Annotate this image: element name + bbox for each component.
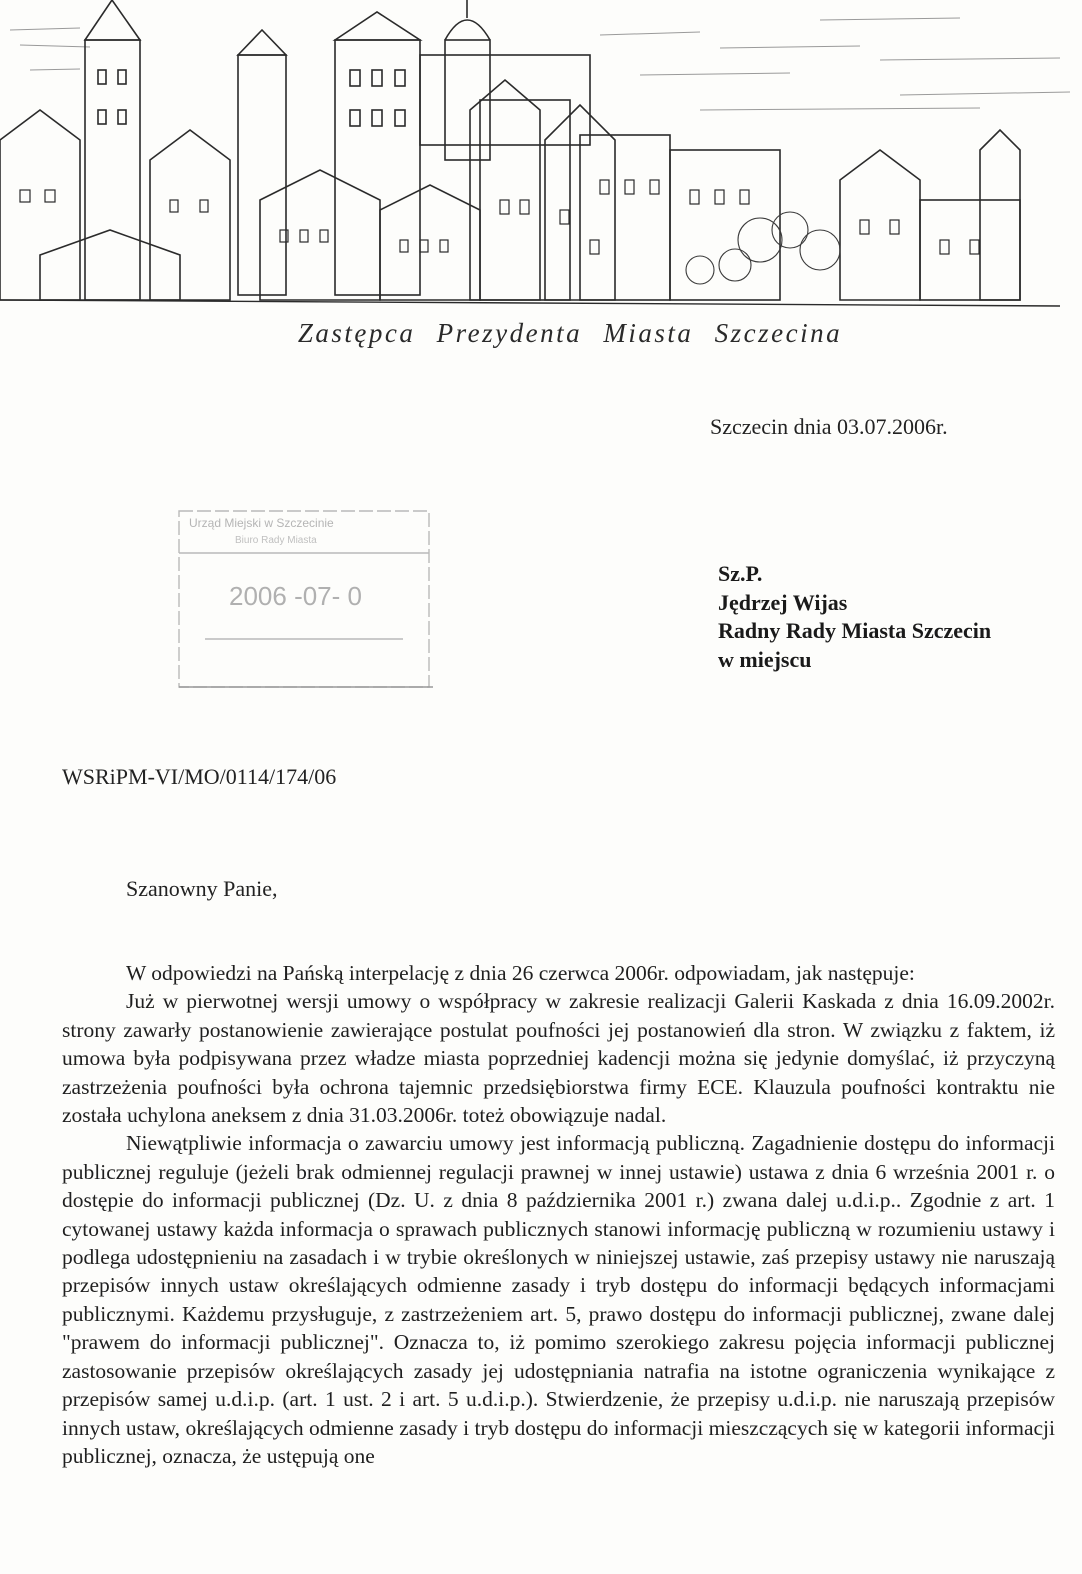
city-skyline-engraving-icon bbox=[0, 0, 1082, 318]
addressee-role: Radny Rady Miasta Szczecin bbox=[718, 618, 992, 643]
stamp-text-top: Urząd Miejski w Szczecinie bbox=[189, 516, 334, 530]
date-line: Szczecin dnia 03.07.2006r. bbox=[710, 414, 948, 439]
letter-body bbox=[62, 959, 1055, 1470]
office-title: Zastępca Prezydenta Miasta Szczecina bbox=[297, 318, 843, 348]
addressee-name: Jędrzej Wijas bbox=[718, 589, 848, 615]
addressee-salutation: Sz.P. bbox=[718, 561, 763, 586]
stamp-text-sub: Biuro Rady Miasta bbox=[235, 535, 317, 546]
addressee-location: w miejscu bbox=[718, 646, 812, 672]
paragraph-public-information: Niewątpliwie informacja o zawarciu umowy jest informacją publiczną. Zagadnienie dostępu do informacji publicznej reguluje (jeżeli brak odmiennej regulacji prawnej w innej ustawie) ustawa z dnia 6 września 2001 r. o dostępie do informacji publicznej (Dz. U. z dnia 8 października 2001 r.) zwana dalej u.d.i.p.. Zgodnie z art. 1 cytowanej ustawy każda informacja o sprawach publicznych stanowi informację publiczną w rozumieniu ustawy i podlega udostępnieniu na zasadach i w trybie określonych w niniejszej ustawie, zaś przepisy ustawy nie naruszają przepisów innych ustaw określających odmienne zasady i tryb dostępu do informacji będących informacjami publicznymi. Każdemu przysługuje, z zastrzeżeniem art. 5, prawo dostępu do informacji publicznej, zwane dalej "prawem do informacji publicznej". Oznacza to, iż pomimo szerokiego zakresu pojęcia informacji publicznej zastosowanie przepisów określających zasady jej udostępniania natrafia na istotne ograniczenia wynikające z przepisów samej u.d.i.p. (art. 1 ust. 2 i art. 5 u.d.i.p.). Stwierdzenie, że przepisy u.d.i.p. nie naruszają przepisów innych ustaw, określających odmienne zasady i tryb dostępu do informacji mieszczących się w kategorii informacji publicznej, oznacza, że ustępują one bbox=[62, 1131, 1055, 1468]
addressee-block bbox=[718, 560, 991, 674]
registry-stamp-icon bbox=[175, 505, 433, 691]
greeting: Szanowny Panie, bbox=[126, 876, 278, 901]
stamp-date: 2006 -07- 0 bbox=[229, 581, 362, 611]
paragraph-intro: W odpowiedzi na Pańską interpelację z dnia 26 czerwca 2006r. odpowiadam, jak następuje: bbox=[126, 961, 915, 985]
reference-number: WSRiPM-VI/MO/0114/174/06 bbox=[62, 764, 337, 789]
paragraph-contract: Już w pierwotnej wersji umowy o współpracy w zakresie realizacji Galerii Kaskada z dnia 16.09.2002r. strony zawarły postanowienie zawierające postulat poufności jej postanowień dla stron. W związku z faktem, iż umowa była podpisywana przez władze miasta poprzedniej kadencji można się jedynie domyślać, iż przyczyną zastrzeżenia poufności była ochrona tajemnic przedsiębiorstwa firmy ECE. Klauzula poufności kontraktu nie została uchylona aneksem z dnia 31.03.2006r. toteż obowiązuje nadal. bbox=[62, 989, 1055, 1128]
